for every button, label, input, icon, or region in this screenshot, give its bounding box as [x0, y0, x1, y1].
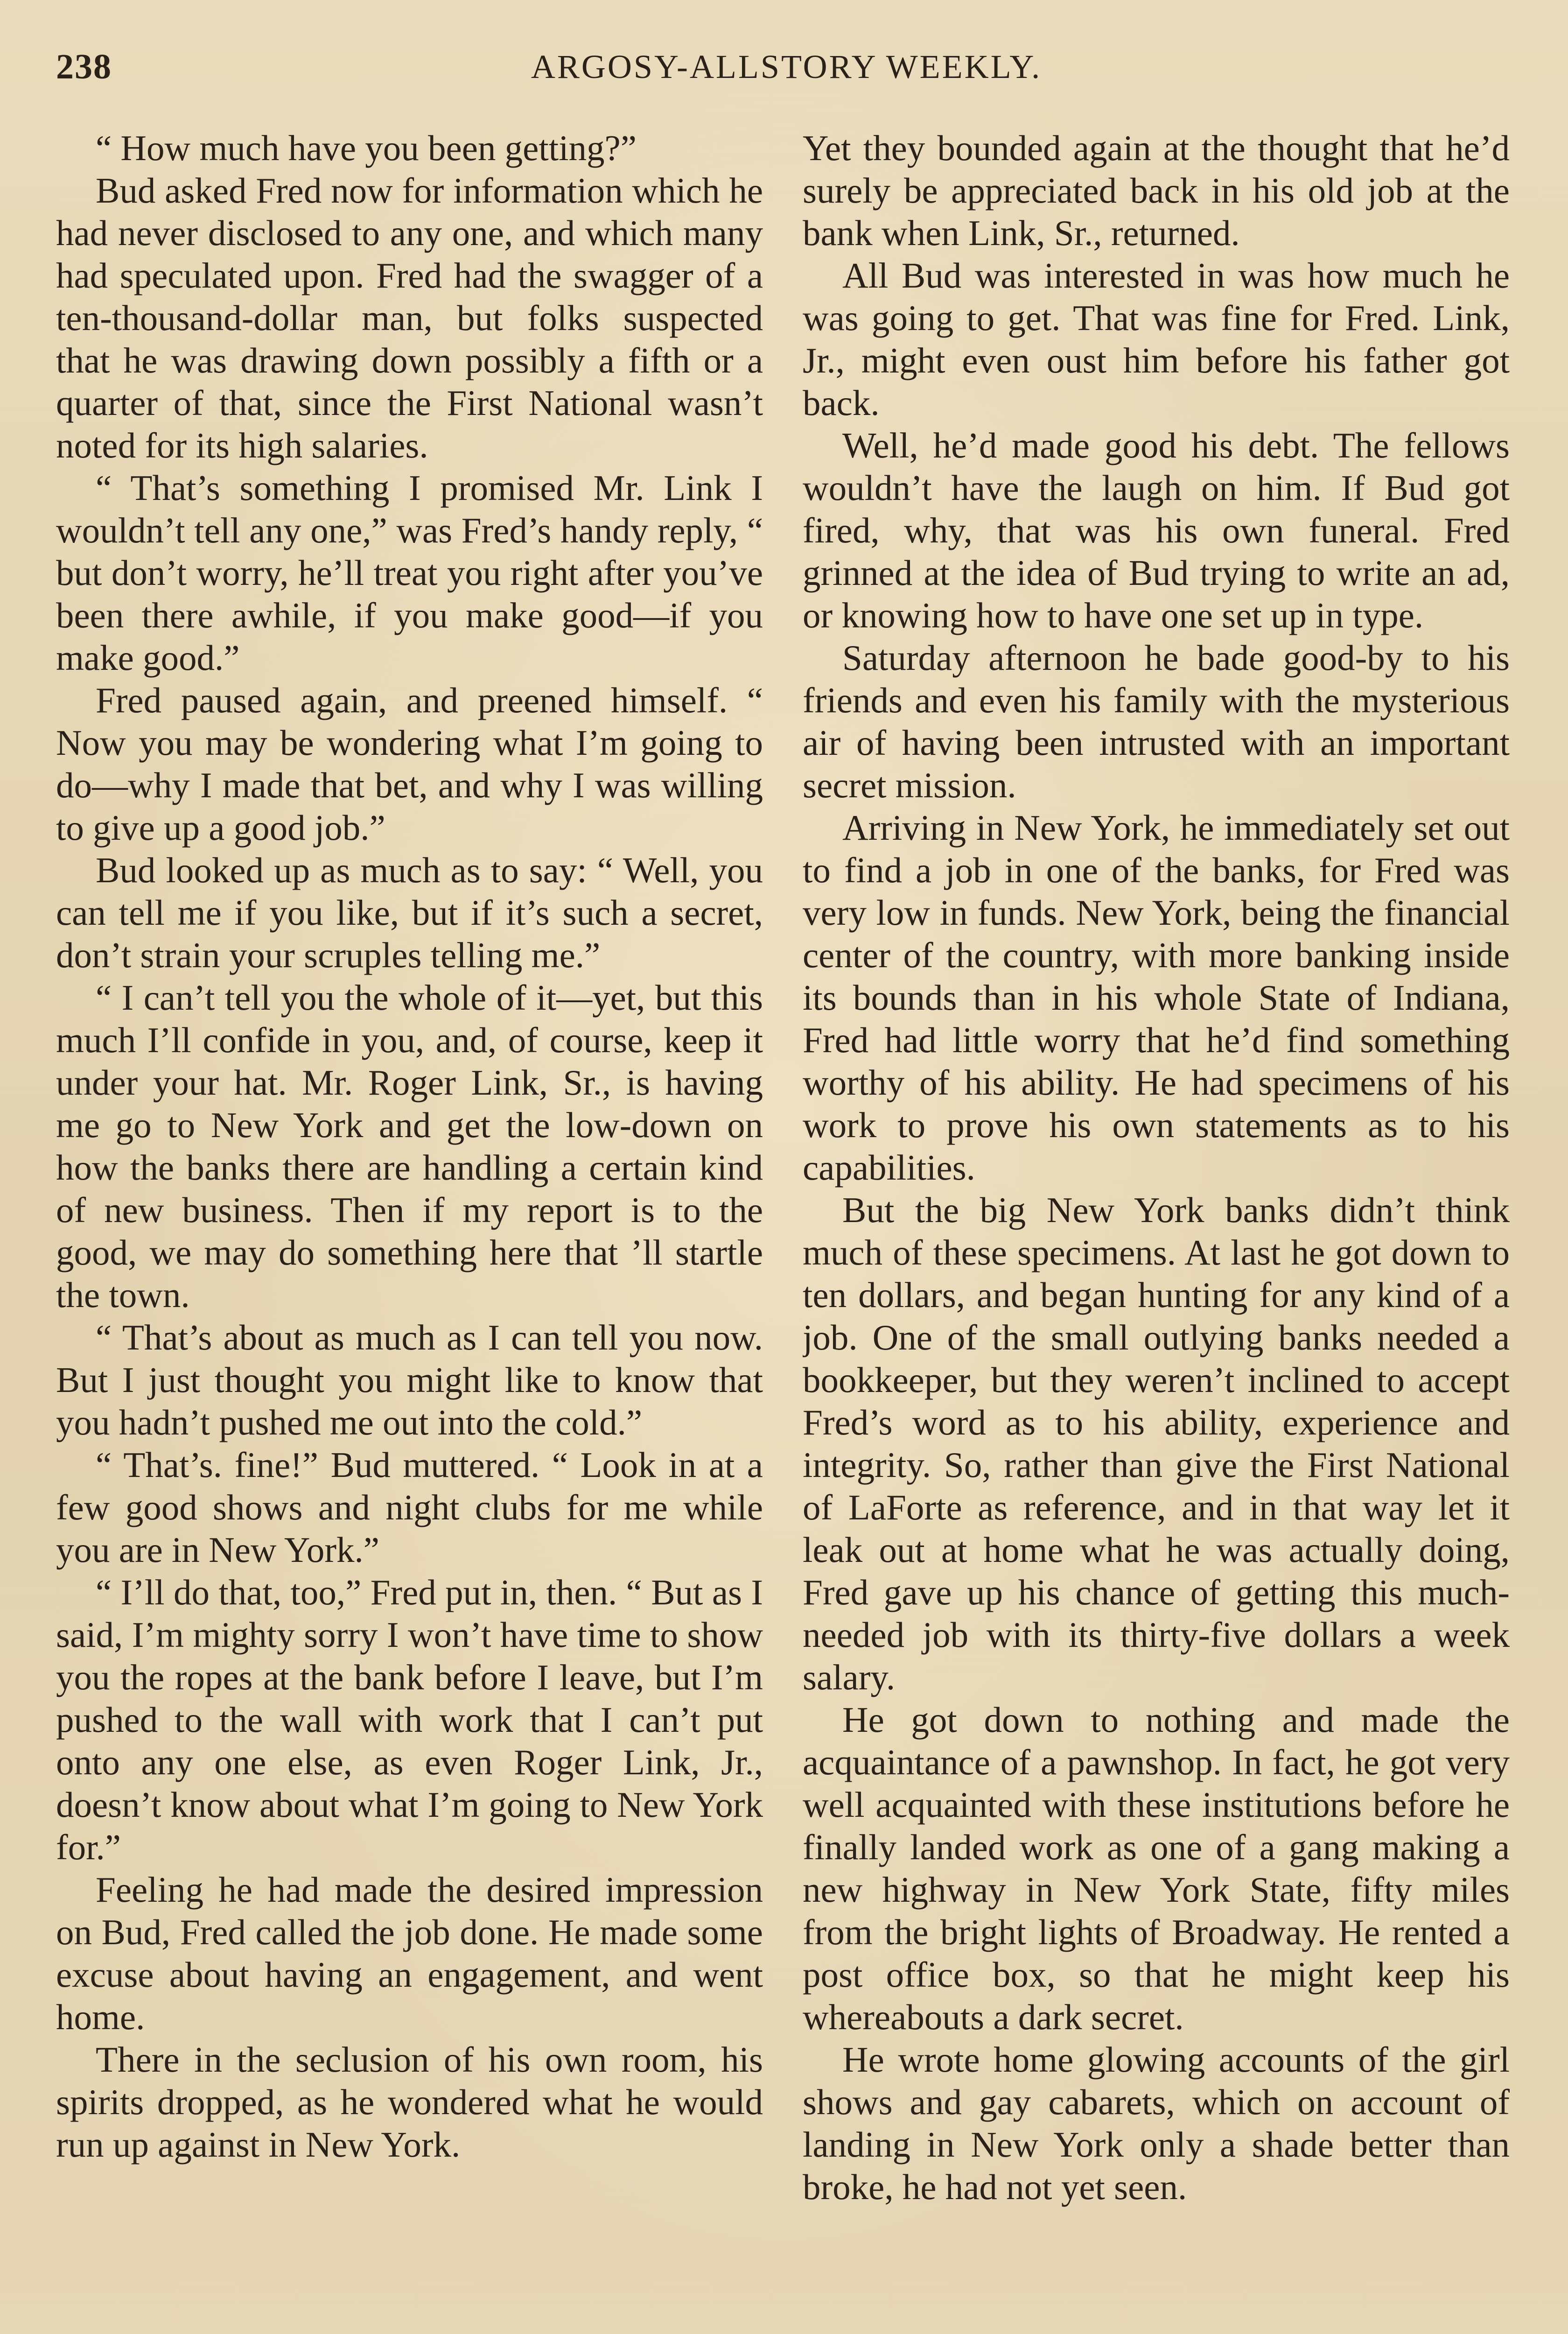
page-number: 238 — [56, 47, 112, 86]
paragraph: “ How much have you been getting?” — [96, 128, 637, 168]
paragraph: Yet they bounded again at the thought that he’d surely be appreciated back in his old job at the bank when Link, Sr., returned. — [803, 128, 1510, 253]
running-head: ARGOSY-ALLSTORY WEEKLY. — [531, 48, 1042, 85]
paragraph: “ That’s about as much as I can tell you now. But I just thought you might like to know that you hadn’t pushed me out into the cold.” — [56, 1317, 763, 1442]
paragraph: “ I’ll do that, too,” Fred put in, then. “ But as I said, I’m mighty sorry I won’t have time to show you the ropes at the bank before I leave, but I’m pushed to the wall with work that I can’t put onto any one else, as even Roger Link, Jr., doesn’t know about what I’m going to New York for.” — [56, 1572, 763, 1867]
paragraph: Bud asked Fred now for information which he had never disclosed to any one, and which many had speculated upon. Fred had the swagger of a ten-thousand-dollar man, but folks suspected that he was drawing down possibly a fifth or a quarter of that, since the First National wasn’t noted for its high salaries. — [56, 170, 763, 465]
paragraph: “ That’s something I promised Mr. Link I wouldn’t tell any one,” was Fred’s handy reply, “ but don’t worry, he’ll treat you right after you’ve been there awhile, if you make good—if you make good.” — [56, 468, 763, 678]
paragraph: There in the seclusion of his own room, his spirits dropped, as he wondered what he would run up against in New York. — [56, 2039, 763, 2165]
left-column — [56, 127, 763, 2334]
paragraph: Fred paused again, and preened himself. “ Now you may be wondering what I’m going to do—why I made that bet, and why I was willing to give up a good job.” — [56, 680, 763, 848]
paragraph: Arriving in New York, he immediately set out to find a job in one of the banks, for Fred was very low in funds. New York, being the financial center of the country, with more banking inside its bounds than in his whole State of Indiana, Fred had little worry that he’d find something worthy of his ability. He had specimens of his work to prove his own statements as to his capabilities. — [803, 808, 1510, 1188]
paragraph: Feeling he had made the desired impression on Bud, Fred called the job done. He made some excuse about having an engagement, and went home. — [56, 1870, 763, 2037]
paragraph: “ I can’t tell you the whole of it—yet, but this much I’ll confide in you, and, of course, keep it under your hat. Mr. Roger Link, Sr., is having me go to New York and get the low-down on how the banks there are handling a certain kind of new business. Then if my report is to the good, we may do something here that ’ll startle the town. — [56, 977, 763, 1315]
page-header — [56, 47, 1517, 98]
paragraph: But the big New York banks didn’t think much of these specimens. At last he got down to ten dollars, and began hunting for any kind of a job. One of the small outlying banks needed a bookkeeper, but they weren’t inclined to accept Fred’s word as to his ability, experience and integrity. So, rather than give the First National of LaForte as reference, and in that way let it leak out at home what he was actually doing, Fred gave up his chance of getting this much-needed job with its thirty-five dollars a week salary. — [803, 1190, 1510, 1697]
paragraph: Well, he’d made good his debt. The fellows wouldn’t have the laugh on him. If Bud got fired, why, that was his own funeral. Fred grinned at the idea of Bud trying to write an ad, or knowing how to have one set up in type. — [803, 425, 1510, 635]
paragraph: “ That’s. fine!” Bud muttered. “ Look in at a few good shows and night clubs for me while you are in New York.” — [56, 1445, 763, 1570]
paragraph: Saturday afternoon he bade good-by to his friends and even his family with the mysterious air of having been intrusted with an important secret mission. — [803, 638, 1510, 805]
right-column — [803, 127, 1510, 2334]
paragraph: All Bud was interested in was how much he was going to get. That was fine for Fred. Link, Jr., might even oust him before his father got back. — [803, 255, 1510, 423]
paragraph: He wrote home glowing accounts of the girl shows and gay cabarets, which on account of landing in New York only a shade better than broke, he had not yet seen. — [803, 2039, 1510, 2207]
paragraph: Bud looked up as much as to say: “ Well, you can tell me if you like, but if it’s such a secret, don’t strain your scruples telling me.” — [56, 850, 763, 975]
paragraph: He got down to nothing and made the acquaintance of a pawnshop. In fact, he got very well acquainted with these institutions before he finally landed work as one of a gang making a new highway in New York State, fifty miles from the bright lights of Broadway. He rented a post office box, so that he might keep his whereabouts a dark secret. — [803, 1700, 1510, 2037]
